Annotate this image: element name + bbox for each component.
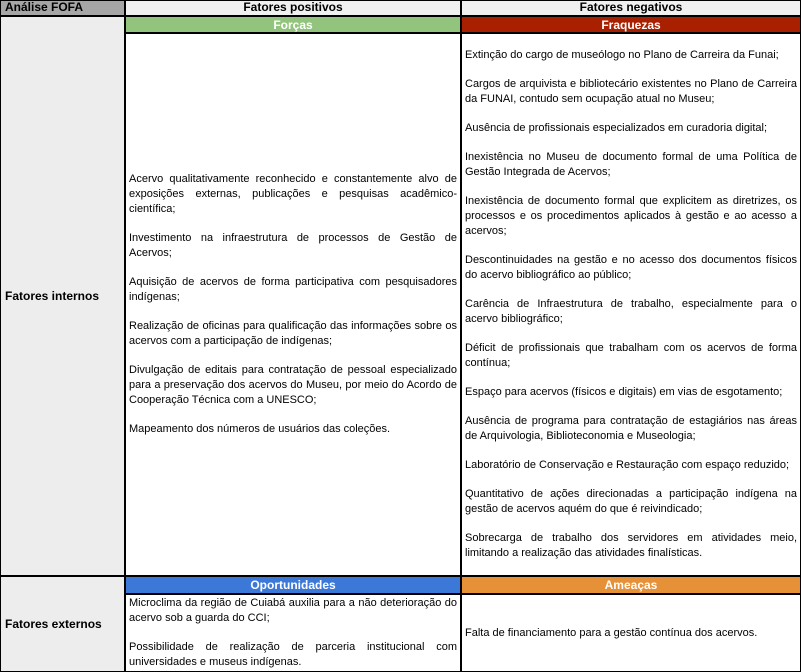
row-header-label: Fatores internos	[5, 289, 100, 303]
list-item: Laboratório de Conservação e Restauração com espaço reduzido;	[465, 459, 790, 471]
list-item: Descontinuidades na gestão e no acesso dos documentos físicos do acervo bibliográfico ao público;	[465, 254, 797, 281]
list-item: Ausência de programa para contratação de estagiários nas áreas de Arquivologia, Biblioteconomia e Museologia;	[465, 415, 797, 442]
list-item: Cargos de arquivista e bibliotecário existentes no Plano de Carreira da FUNAI, contudo sem ocupação atual no Museu;	[465, 78, 797, 105]
column-header-fatores-negativos: Fatores negativos	[462, 1, 800, 15]
quadrant-content-fraquezas	[462, 34, 800, 575]
list-item: Inexistência no Museu de documento formal de uma Política de Gestão Integrada de Acervos;	[465, 151, 797, 178]
list-item: Divulgação de editais para contratação de pessoal especializado para a preservação dos acervos do Museu, por meio do Acordo de Cooperação Técnica com a UNESCO;	[129, 364, 457, 406]
list-item: Inexistência de documento formal que explicitem as diretrizes, os processos e os procedimentos aplicados à gestão e ao acesso a acervos;	[465, 195, 797, 237]
list-item: Possibilidade de realização de parceria institucional com universidades e museus indígenas.	[129, 641, 457, 668]
list-item: Quantitativo de ações direcionadas a participação indígena na gestão de acervos aquém do que é reivindicado;	[465, 488, 797, 515]
list-item: Déficit de profissionais que trabalham com os acervos de forma contínua;	[465, 342, 797, 369]
list-item: Espaço para acervos (físicos e digitais) em vias de esgotamento;	[465, 386, 783, 398]
quadrant-title-fraquezas: Fraquezas	[462, 17, 800, 32]
list-item: Acervo qualitativamente reconhecido e constantemente alvo de exposições externas, publicações e pesquisas acadêmico-científica;	[129, 173, 457, 215]
quadrant-title-forcas: Forças	[126, 17, 460, 32]
row-header-fatores-internos	[1, 17, 124, 575]
list-item: Microclima da região de Cuiabá auxilia para a não deterioração do acervo sob a guarda do CCI;	[129, 597, 457, 624]
column-header-fatores-positivos: Fatores positivos	[126, 1, 460, 15]
list-item: Ausência de profissionais especializados em curadoria digital;	[465, 122, 768, 134]
list-item: Investimento na infraestrutura de processos de Gestão de Acervos;	[129, 232, 457, 259]
quadrant-title-ameacas: Ameaças	[462, 577, 800, 593]
quadrant-title-oportunidades: Oportunidades	[126, 577, 460, 593]
quadrant-content-forcas	[126, 34, 460, 575]
list-item: Aquisição de acervos de forma participativa com pesquisadores indígenas;	[129, 276, 457, 303]
quadrant-content-ameacas	[462, 595, 800, 671]
list-item: Sobrecarga de trabalho dos servidores em atividades meio, limitando a realização das atividades finalísticas.	[465, 532, 797, 559]
list-item: Extinção do cargo de museólogo no Plano de Carreira da Funai;	[465, 49, 779, 61]
list-item: Falta de financiamento para a gestão contínua dos acervos.	[465, 626, 758, 639]
list-item: Mapeamento dos números de usuários das coleções.	[129, 423, 391, 435]
quadrant-content-oportunidades	[126, 595, 460, 671]
row-header-fatores-externos	[1, 577, 124, 671]
list-item: Realização de oficinas para qualificação das informações sobre os acervos com a participação de indígenas;	[129, 320, 457, 347]
list-item: Carência de Infraestrutura de trabalho, especialmente para o acervo bibliográfico;	[465, 298, 797, 325]
corner-header-analise-fofa: Análise FOFA	[1, 1, 124, 15]
row-header-label: Fatores externos	[5, 617, 102, 631]
